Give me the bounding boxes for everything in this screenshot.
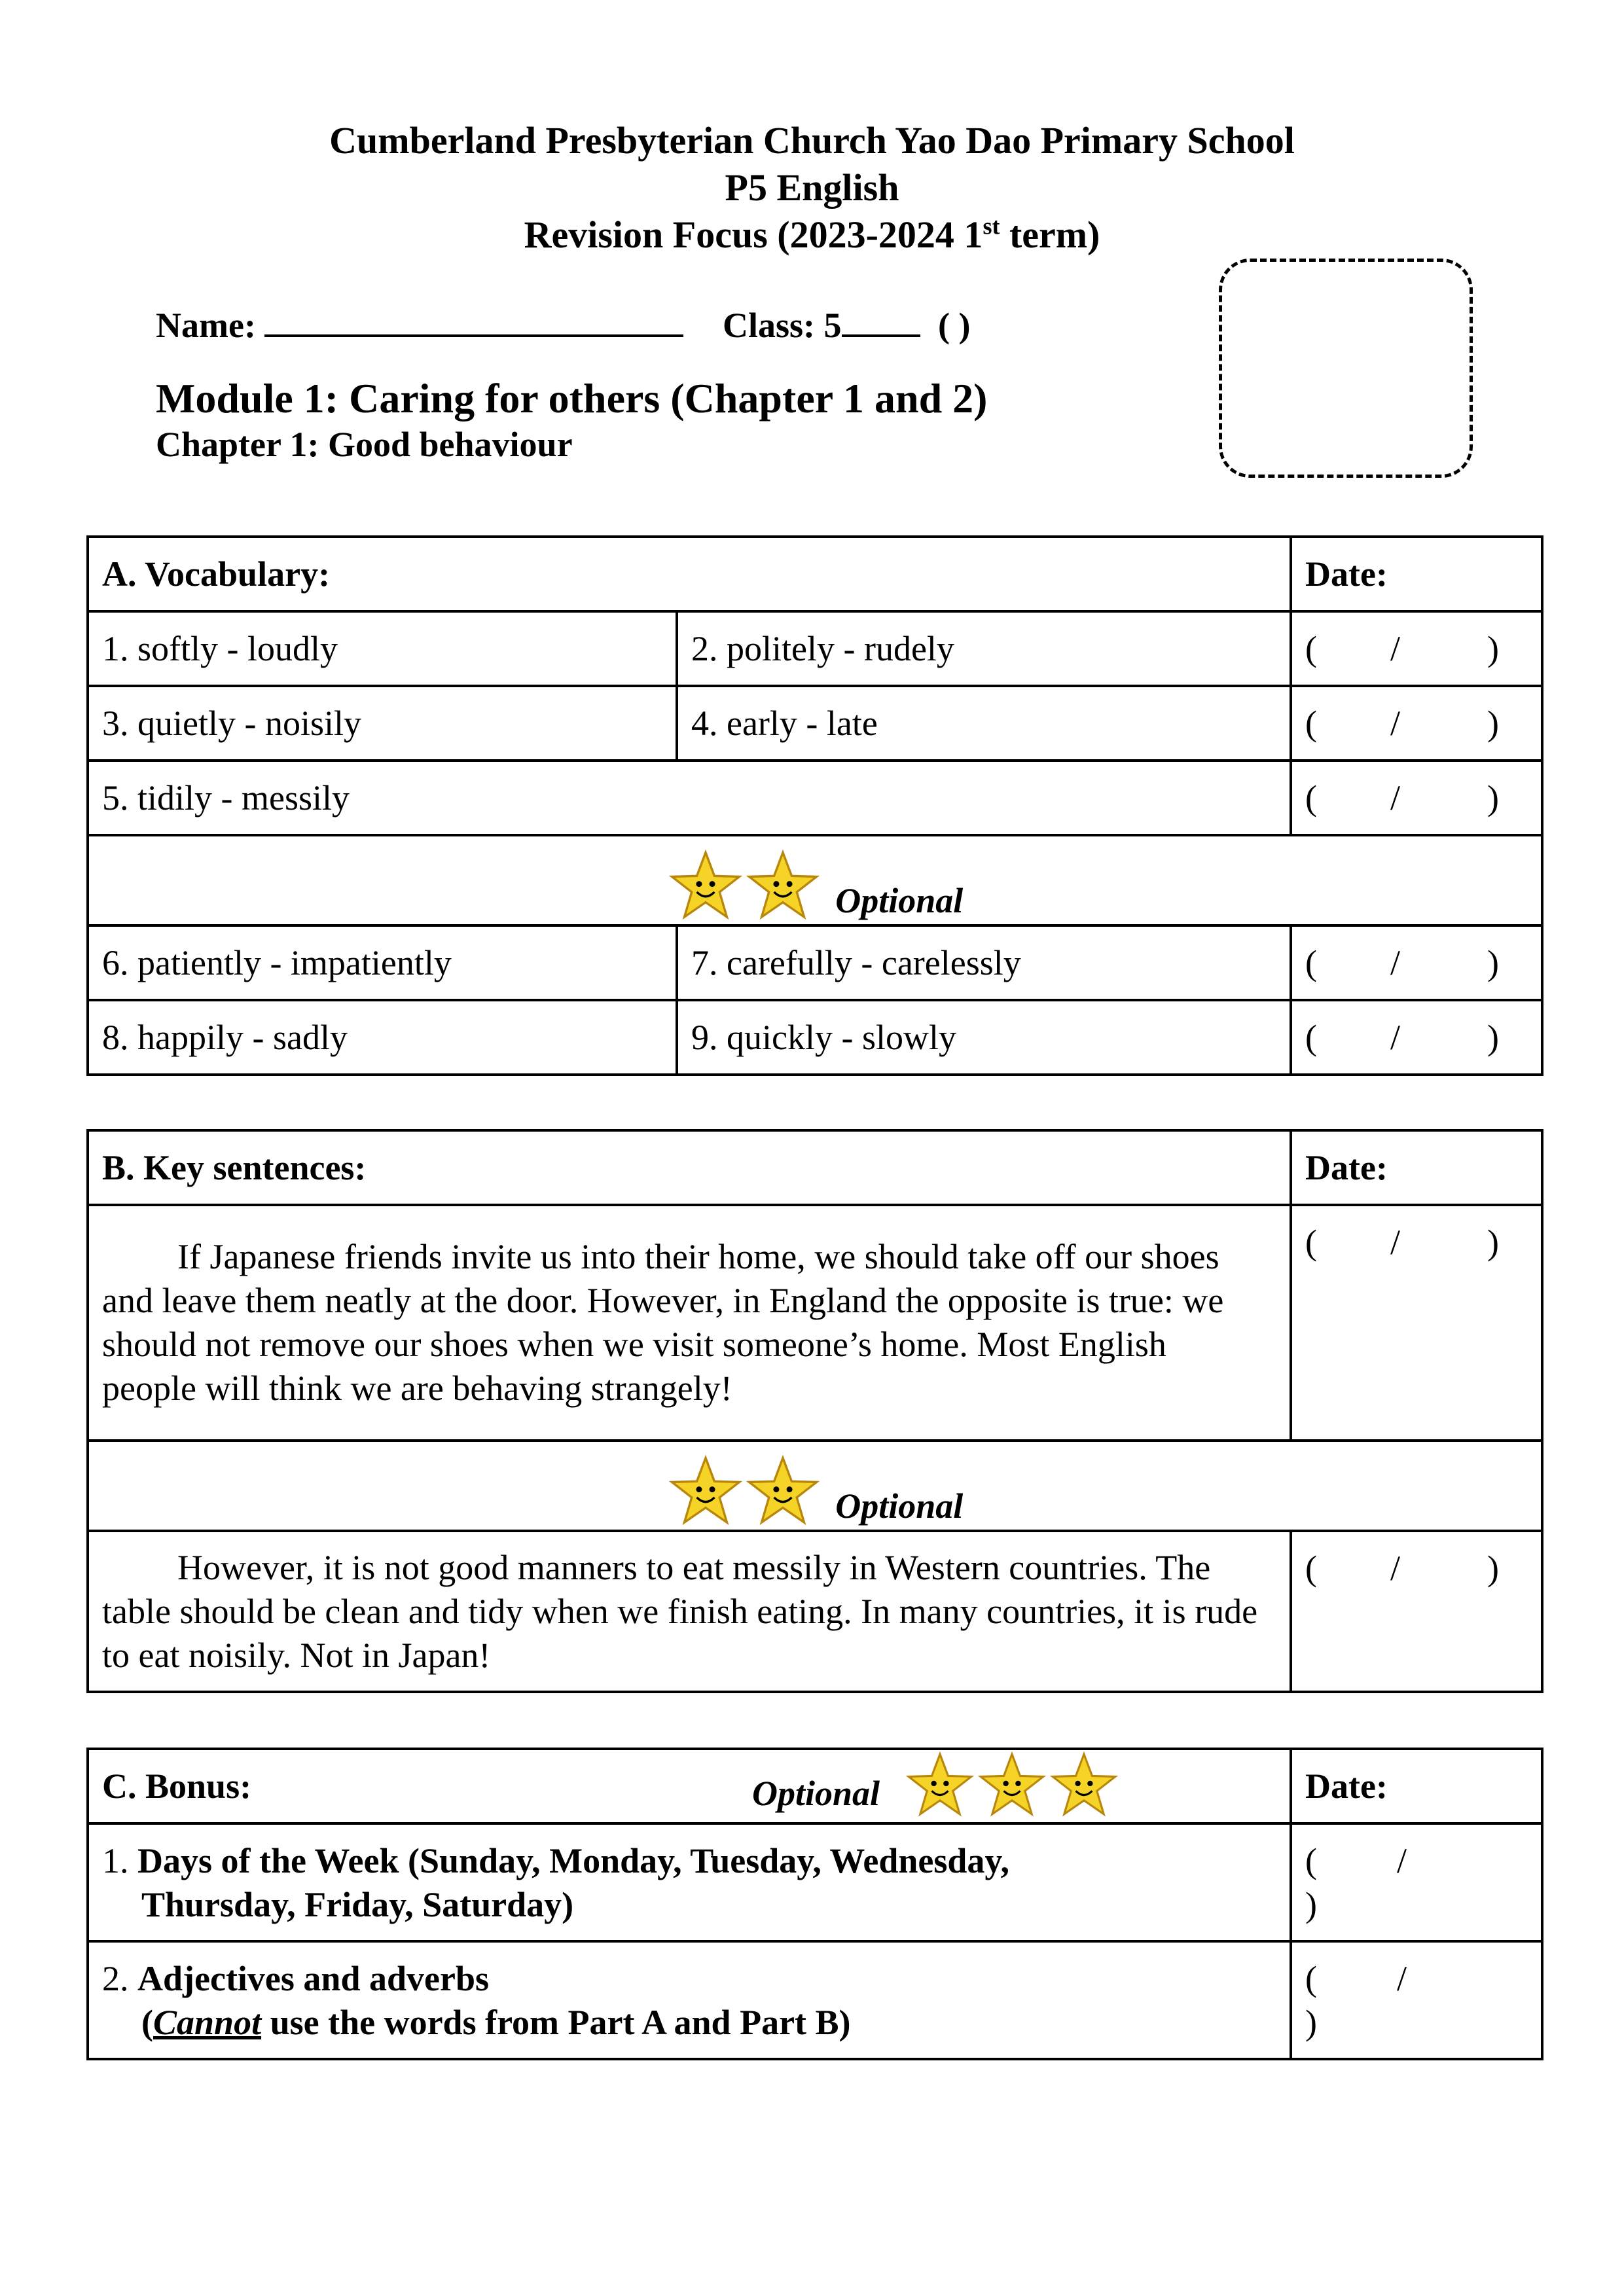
section-c-header [88, 1749, 1291, 1823]
section-a-title: A. Vocabulary: [88, 537, 1291, 611]
smiling-star-icon [667, 850, 744, 923]
module-title: Module 1: Caring for others (Chapter 1 and 2) [156, 375, 988, 422]
class-number-bracket: ( ) [938, 306, 971, 345]
chapter-title: Chapter 1: Good behaviour [156, 425, 573, 464]
name-field [156, 304, 683, 346]
date-header: Date: [1291, 1749, 1542, 1823]
name-blank[interactable] [264, 304, 683, 337]
date-entry[interactable]: ( / ) [1291, 925, 1542, 1000]
date-entry[interactable]: ( /) [1291, 1823, 1542, 1941]
key-sentence-paragraph: If Japanese friends invite us into their home, we should take off our shoes and leave them neatly at the door. However, in England the opposite is true: we should not remove our shoes when we visit someone’s home. Most English people will think we are behaving strangely! [88, 1205, 1291, 1441]
bonus-item-number: 1. [102, 1841, 137, 1880]
name-label: Name: [156, 306, 256, 345]
bonus-item: 2. Adjectives and adverbs (Cannot use the words from Part A and Part B) [88, 1941, 1291, 2059]
vocab-item: 1. softly - loudly [88, 611, 677, 686]
date-entry[interactable]: ( / ) [1291, 686, 1542, 761]
revision-title: Revision Focus (2023-2024 1st term) [524, 213, 1100, 256]
vocab-item: 9. quickly - slowly [677, 1000, 1291, 1075]
smiling-star-icon [744, 850, 821, 923]
date-entry[interactable]: ( / ) [1291, 611, 1542, 686]
bonus-item: 1. Days of the Week (Sunday, Monday, Tuesday, Wednesday, Thursday, Friday, Saturday) [88, 1823, 1291, 1941]
vocab-item: 2. politely - rudely [677, 611, 1291, 686]
vocab-item: 8. happily - sadly [88, 1000, 677, 1075]
star-group [904, 1751, 1120, 1820]
date-entry[interactable]: ( / ) [1291, 1205, 1542, 1441]
bonus-table [86, 1748, 1543, 2060]
class-field [723, 304, 970, 346]
class-label: Class: 5 [723, 306, 842, 345]
optional-banner [88, 1441, 1542, 1531]
subject-title: P5 English [725, 166, 899, 209]
smiling-star-icon [667, 1455, 744, 1528]
optional-paragraph: However, it is not good manners to eat messily in Western countries. The table should be clean and tidy when we finish eating. In many countries, it is rude to eat noisily. Not in Japan! [88, 1531, 1291, 1692]
optional-banner [88, 835, 1542, 925]
vocab-item: 4. early - late [677, 686, 1291, 761]
vocab-item: 7. carefully - carelessly [677, 925, 1291, 1000]
date-entry[interactable]: ( / ) [1291, 1531, 1542, 1692]
key-sentences-table [86, 1129, 1543, 1693]
star-group [667, 850, 821, 923]
date-entry[interactable]: ( / ) [1291, 1000, 1542, 1075]
star-group [667, 1455, 821, 1528]
date-header: Date: [1291, 1130, 1542, 1205]
section-b-title: B. Key sentences: [88, 1130, 1291, 1205]
date-header: Date: [1291, 537, 1542, 611]
bonus-item-number: 2. [102, 1959, 137, 1998]
date-entry[interactable]: ( /) [1291, 1941, 1542, 2059]
date-entry[interactable]: ( / ) [1291, 761, 1542, 835]
optional-label: Optional [752, 1774, 880, 1813]
optional-label: Optional [835, 1486, 964, 1526]
school-name: Cumberland Presbyterian Church Yao Dao Primary School [329, 119, 1295, 162]
section-c-title: C. Bonus: [102, 1766, 252, 1806]
optional-label: Optional [835, 881, 964, 920]
stamp-box [1219, 259, 1473, 478]
class-blank[interactable] [842, 304, 920, 337]
smiling-star-icon [904, 1751, 976, 1820]
smiling-star-icon [744, 1455, 821, 1528]
vocab-item: 3. quietly - noisily [88, 686, 677, 761]
vocabulary-table [86, 535, 1543, 1076]
smiling-star-icon [1048, 1751, 1120, 1820]
vocab-item: 5. tidily - messily [88, 761, 1291, 835]
smiling-star-icon [976, 1751, 1048, 1820]
vocab-item: 6. patiently - impatiently [88, 925, 677, 1000]
